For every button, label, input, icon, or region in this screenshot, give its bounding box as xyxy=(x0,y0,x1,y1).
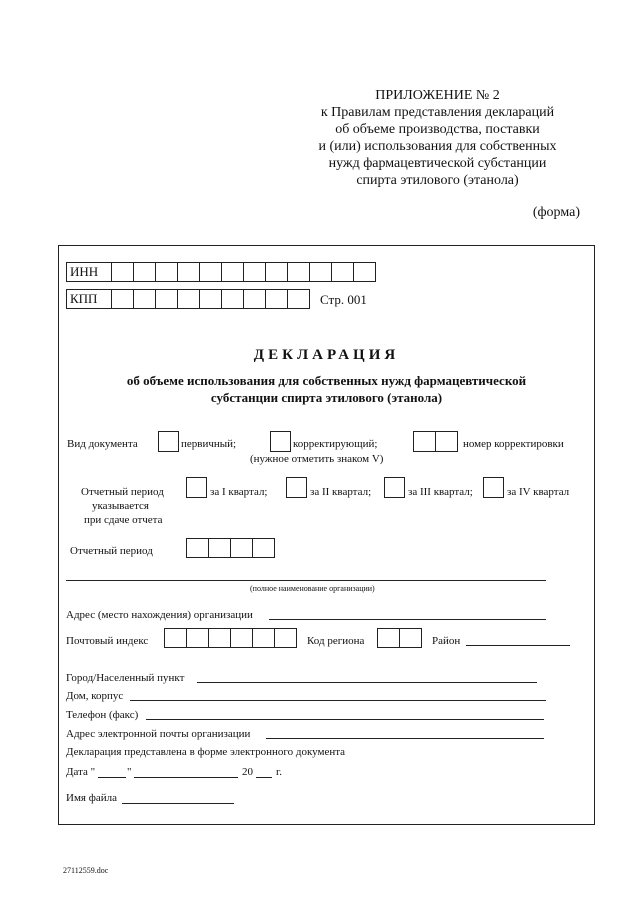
region-code-cells[interactable] xyxy=(377,628,422,648)
inn-cell[interactable] xyxy=(353,262,376,282)
date-prefix: Дата " xyxy=(66,766,96,778)
appendix-line-4: нужд фармацевтической субстанции xyxy=(328,156,547,171)
kpp-cell[interactable] xyxy=(177,289,200,309)
checkmark-note: (нужное отметить знаком V) xyxy=(250,453,384,465)
postal-code-cell[interactable] xyxy=(230,628,253,648)
date-quote: " xyxy=(127,766,132,778)
year-period-cell[interactable] xyxy=(230,538,253,558)
appendix-title: ПРИЛОЖЕНИЕ № 2 xyxy=(375,88,500,103)
inn-cell[interactable] xyxy=(265,262,288,282)
appendix-line-1: к Правилам представления деклараций xyxy=(320,105,555,120)
inn-cell[interactable] xyxy=(331,262,354,282)
address-label: Адрес (место нахождения) организации xyxy=(66,609,253,621)
q3-checkbox[interactable] xyxy=(384,477,405,498)
inn-cells[interactable] xyxy=(111,262,376,282)
declaration-subtitle-line-1: об объеме использования для собственных нужд фармацевтической xyxy=(126,373,527,388)
corrective-checkbox[interactable] xyxy=(270,431,291,452)
correction-number-cell[interactable] xyxy=(435,431,458,452)
organization-name-caption: (полное наименование организации) xyxy=(250,584,375,593)
kpp-cell[interactable] xyxy=(243,289,266,309)
year-period-cell[interactable] xyxy=(186,538,209,558)
email-label: Адрес электронной почты организации xyxy=(66,728,251,740)
email-field[interactable] xyxy=(266,738,544,739)
postal-code-cell[interactable] xyxy=(252,628,275,648)
date-day-field[interactable] xyxy=(98,777,126,778)
address-field[interactable] xyxy=(269,619,546,620)
kpp-cell[interactable] xyxy=(287,289,310,309)
region-code-label: Код региона xyxy=(307,635,365,647)
postal-code-cells[interactable] xyxy=(164,628,297,648)
q2-checkbox[interactable] xyxy=(286,477,307,498)
q1-label: за I квартал; xyxy=(210,486,268,498)
kpp-cells[interactable] xyxy=(111,289,310,309)
year-period-cell[interactable] xyxy=(208,538,231,558)
postal-code-cell[interactable] xyxy=(208,628,231,648)
q4-checkbox[interactable] xyxy=(483,477,504,498)
date-month-field[interactable] xyxy=(134,777,238,778)
appendix-line-2: об объеме производства, поставки xyxy=(335,122,540,137)
quarter-period-label-1: Отчетный период xyxy=(81,486,164,498)
date-suffix: г. xyxy=(276,766,283,778)
inn-cell[interactable] xyxy=(309,262,332,282)
house-field[interactable] xyxy=(130,700,546,701)
kpp-cell[interactable] xyxy=(265,289,288,309)
phone-field[interactable] xyxy=(146,719,544,720)
q2-label: за II квартал; xyxy=(310,486,372,498)
kpp-cell[interactable] xyxy=(133,289,156,309)
postal-code-label: Почтовый индекс xyxy=(66,635,149,647)
date-year-prefix: 20 xyxy=(242,766,253,778)
declaration-subtitle-line-2: субстанции спирта этилового (этанола) xyxy=(210,390,443,405)
primary-checkbox[interactable] xyxy=(158,431,179,452)
form-note: (форма) xyxy=(532,205,580,220)
postal-code-cell[interactable] xyxy=(274,628,297,648)
kpp-cell[interactable] xyxy=(111,289,134,309)
postal-code-cell[interactable] xyxy=(164,628,187,648)
year-period-cell[interactable] xyxy=(252,538,275,558)
doc-type-label: Вид документа xyxy=(67,438,138,450)
page-number: Стр. 001 xyxy=(320,292,367,307)
inn-cell[interactable] xyxy=(111,262,134,282)
inn-cell[interactable] xyxy=(221,262,244,282)
inn-label: ИНН xyxy=(66,262,112,282)
house-label: Дом, корпус xyxy=(66,690,124,702)
appendix-line-5: спирта этилового (этанола) xyxy=(356,173,519,188)
q3-label: за III квартал; xyxy=(408,486,473,498)
inn-cell[interactable] xyxy=(199,262,222,282)
inn-cell[interactable] xyxy=(155,262,178,282)
quarter-period-label-3: при сдаче отчета xyxy=(84,514,163,526)
district-label: Район xyxy=(432,635,461,647)
correction-number-cell[interactable] xyxy=(413,431,436,452)
q4-label: за IV квартал xyxy=(507,486,570,498)
correction-number-label: номер корректировки xyxy=(463,438,564,450)
appendix-line-3: и (или) использования для собственных xyxy=(318,139,557,154)
correction-number-cells[interactable] xyxy=(413,431,458,452)
electronic-document-note: Декларация представлена в форме электронного документа xyxy=(66,746,346,758)
kpp-label: КПП xyxy=(66,289,112,309)
filename-field[interactable] xyxy=(122,803,234,804)
phone-label: Телефон (факс) xyxy=(66,709,139,721)
region-code-cell[interactable] xyxy=(399,628,422,648)
district-field[interactable] xyxy=(466,645,570,646)
city-field[interactable] xyxy=(197,682,537,683)
city-label: Город/Населенный пункт xyxy=(66,672,185,684)
q1-checkbox[interactable] xyxy=(186,477,207,498)
corrective-label: корректирующий; xyxy=(293,438,378,450)
filename-label: Имя файла xyxy=(66,792,117,804)
inn-cell[interactable] xyxy=(133,262,156,282)
kpp-cell[interactable] xyxy=(199,289,222,309)
inn-cell[interactable] xyxy=(287,262,310,282)
kpp-cell[interactable] xyxy=(221,289,244,309)
inn-cell[interactable] xyxy=(243,262,266,282)
document-id: 27112559.doc xyxy=(63,866,109,875)
primary-label: первичный; xyxy=(181,438,237,450)
date-year-field[interactable] xyxy=(256,777,272,778)
organization-name-field[interactable] xyxy=(66,580,546,581)
inn-cell[interactable] xyxy=(177,262,200,282)
declaration-title: ДЕКЛАРАЦИЯ xyxy=(253,347,400,363)
postal-code-cell[interactable] xyxy=(186,628,209,648)
year-period-label: Отчетный период xyxy=(70,545,153,557)
quarter-period-label-2: указывается xyxy=(92,500,149,512)
kpp-cell[interactable] xyxy=(155,289,178,309)
appendix-header xyxy=(270,87,605,189)
year-period-cells[interactable] xyxy=(186,538,275,558)
region-code-cell[interactable] xyxy=(377,628,400,648)
